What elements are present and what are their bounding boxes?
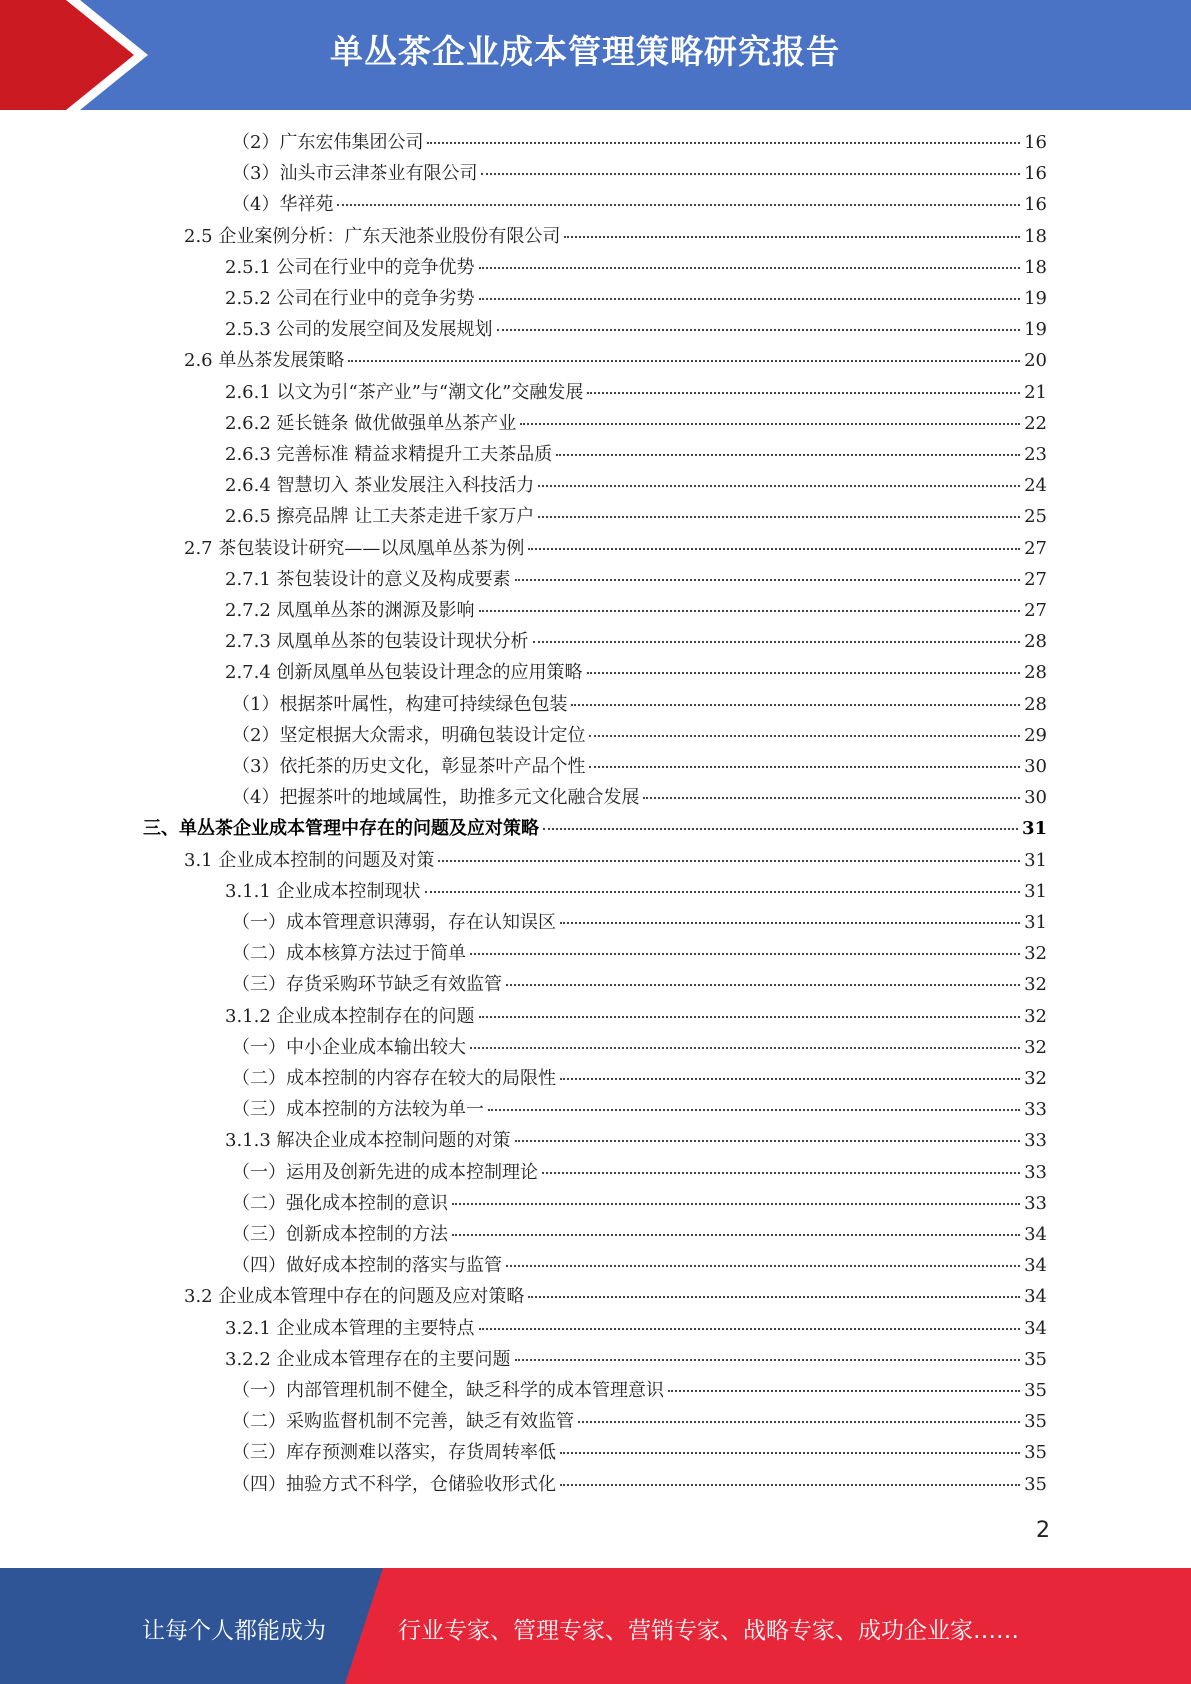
- toc-entry-page-number: 27: [1024, 568, 1047, 590]
- toc-entry-page-number: 24: [1024, 475, 1047, 497]
- toc-entry-title: （一）运用及创新先进的成本控制理论: [232, 1161, 538, 1183]
- toc-entry-page-number: 30: [1024, 756, 1047, 777]
- toc-entry[interactable]: [232, 1189, 1047, 1220]
- toc-dot-leader: [520, 423, 1020, 425]
- toc-dot-leader: [560, 1484, 1020, 1486]
- toc-entry-title: （2）坚定根据大众需求，明确包装设计定位: [232, 724, 586, 746]
- toc-entry[interactable]: [225, 253, 1047, 284]
- toc-dot-leader: [438, 860, 1020, 862]
- toc-entry-page-number: 18: [1024, 225, 1047, 247]
- toc-entry-page-number: 34: [1024, 1286, 1047, 1308]
- toc-entry-title: （四）做好成本控制的落实与监管: [232, 1255, 502, 1277]
- toc-dot-leader: [533, 641, 1021, 643]
- toc-entry[interactable]: [232, 908, 1047, 939]
- toc-entry-title: 2.6.5 擦亮品牌 让工夫茶走进千家万户: [225, 506, 535, 528]
- toc-dot-leader: [587, 672, 1021, 674]
- toc-dot-leader: [515, 579, 1021, 581]
- toc-entry[interactable]: [225, 471, 1047, 502]
- toc-entry-title: 3.2.1 企业成本管理的主要特点: [225, 1317, 475, 1339]
- toc-entry-title: 3.2 企业成本管理中存在的问题及应对策略: [184, 1286, 525, 1308]
- page-number: 2: [1036, 1518, 1050, 1543]
- toc-dot-leader: [538, 485, 1020, 487]
- toc-entry[interactable]: [232, 190, 1047, 221]
- toc-entry[interactable]: [184, 846, 1047, 877]
- toc-dot-leader: [479, 610, 1021, 612]
- toc-entry-page-number: 32: [1024, 943, 1047, 965]
- toc-dot-leader: [560, 1078, 1020, 1080]
- toc-entry[interactable]: [225, 378, 1047, 409]
- toc-entry[interactable]: [232, 1470, 1047, 1501]
- toc-entry-title: 三、单丛茶企业成本管理中存在的问题及应对策略: [143, 818, 539, 840]
- toc-entry[interactable]: [232, 1376, 1047, 1407]
- toc-entry-title: 2.6 单丛茶发展策略: [184, 350, 345, 372]
- toc-entry-title: （一）内部管理机制不健全，缺乏科学的成本管理意识: [232, 1380, 664, 1401]
- toc-dot-leader: [479, 298, 1021, 300]
- toc-entry[interactable]: [184, 222, 1047, 253]
- toc-dot-leader: [542, 1172, 1020, 1174]
- toc-entry-title: 3.1.1 企业成本控制现状: [225, 880, 421, 902]
- toc-entry-page-number: 22: [1024, 412, 1047, 434]
- toc-entry[interactable]: [225, 1002, 1047, 1033]
- toc-entry[interactable]: [225, 1345, 1047, 1376]
- toc-entry-title: （二）成本核算方法过于简单: [232, 943, 466, 965]
- toc-entry[interactable]: [232, 159, 1047, 190]
- toc-entry[interactable]: [225, 409, 1047, 440]
- toc-entry-page-number: 30: [1024, 787, 1047, 809]
- toc-entry-page-number: 32: [1024, 1005, 1047, 1027]
- toc-entry-page-number: 33: [1024, 1099, 1047, 1121]
- toc-entry[interactable]: [184, 534, 1047, 565]
- toc-dot-leader: [515, 1140, 1021, 1142]
- toc-entry[interactable]: [232, 1220, 1047, 1251]
- toc-entry-page-number: 19: [1024, 288, 1047, 309]
- page-header: [0, 0, 1191, 110]
- toc-entry-page-number: 19: [1024, 319, 1047, 341]
- toc-dot-leader: [543, 828, 1018, 830]
- toc-entry[interactable]: [184, 346, 1047, 377]
- toc-dot-leader: [589, 766, 1020, 768]
- toc-dot-leader: [337, 204, 1020, 206]
- toc-entry-title: （二）强化成本控制的意识: [232, 1192, 448, 1214]
- toc-dot-leader: [481, 173, 1020, 175]
- toc-entry-title: （一）成本管理意识薄弱，存在认知误区: [232, 912, 556, 933]
- toc-entry-page-number: 29: [1024, 724, 1047, 746]
- toc-entry-title: （四）抽验方式不科学，仓储验收形式化: [232, 1473, 556, 1495]
- toc-entry-title: 2.5 企业案例分析：广东天池茶业股份有限公司: [184, 225, 561, 247]
- toc-entry-title: 2.5.3 公司的发展空间及发展规划: [225, 319, 493, 341]
- toc-entry[interactable]: [232, 128, 1047, 159]
- toc-entry[interactable]: [232, 783, 1047, 814]
- toc-entry-title: 3.2.2 企业成本管理存在的主要问题: [225, 1348, 511, 1370]
- toc-dot-leader: [427, 142, 1020, 144]
- toc-entry[interactable]: [232, 1158, 1047, 1189]
- toc-entry-page-number: 31: [1021, 818, 1047, 840]
- toc-dot-leader: [488, 1109, 1020, 1111]
- toc-dot-leader: [479, 1328, 1021, 1330]
- toc-entry[interactable]: [232, 1438, 1047, 1469]
- toc-dot-leader: [470, 953, 1020, 955]
- toc-dot-leader: [578, 1421, 1020, 1423]
- toc-entry-title: 2.7.1 茶包装设计的意义及构成要素: [225, 568, 511, 590]
- toc-dot-leader: [506, 984, 1020, 986]
- toc-entry-page-number: 34: [1024, 1224, 1047, 1245]
- toc-entry-page-number: 32: [1024, 1068, 1047, 1089]
- toc-entry-title: （3）依托茶的历史文化，彰显茶叶产品个性: [232, 756, 586, 777]
- toc-entry[interactable]: [232, 752, 1047, 783]
- toc-entry[interactable]: [184, 1282, 1047, 1313]
- toc-dot-leader: [506, 1265, 1020, 1267]
- toc-entry-page-number: 28: [1024, 693, 1047, 715]
- toc-entry-page-number: 35: [1024, 1380, 1047, 1401]
- toc-entry-title: 2.6.4 智慧切入 茶业发展注入科技活力: [225, 475, 535, 497]
- toc-entry[interactable]: [225, 877, 1047, 908]
- toc-entry[interactable]: [225, 565, 1047, 596]
- toc-dot-leader: [348, 360, 1020, 362]
- toc-entry-title: （4）把握茶叶的地域属性，助推多元文化融合发展: [232, 787, 640, 809]
- toc-entry[interactable]: [232, 1407, 1047, 1438]
- footer-slogan-right: 行业专家、管理专家、营销专家、战略专家、成功企业家……: [398, 1618, 1019, 1644]
- toc-entry-page-number: 25: [1024, 506, 1047, 528]
- toc-entry[interactable]: [143, 814, 1047, 845]
- toc-dot-leader: [452, 1203, 1020, 1205]
- toc-entry[interactable]: [225, 315, 1047, 346]
- toc-entry-title: （4）华祥苑: [232, 194, 334, 216]
- chevron-red: [0, 0, 134, 110]
- toc-entry-title: （三）存货采购环节缺乏有效监管: [232, 974, 502, 996]
- toc-entry-page-number: 21: [1024, 381, 1047, 403]
- toc-entry-page-number: 31: [1024, 880, 1047, 902]
- toc-entry-title: 2.6.3 完善标准 精益求精提升工夫茶品质: [225, 444, 553, 465]
- toc-entry-page-number: 16: [1024, 132, 1047, 153]
- toc-entry-page-number: 31: [1024, 912, 1047, 933]
- toc-entry-page-number: 16: [1024, 194, 1047, 216]
- toc-entry-page-number: 27: [1024, 600, 1047, 621]
- toc-entry-title: 2.7 茶包装设计研究——以凤凰单丛茶为例: [184, 537, 525, 559]
- toc-entry-title: 3.1.2 企业成本控制存在的问题: [225, 1005, 475, 1027]
- toc-dot-leader: [589, 735, 1020, 737]
- toc-entry-page-number: 23: [1024, 444, 1047, 465]
- toc-dot-leader: [560, 1452, 1020, 1454]
- toc-entry-page-number: 35: [1024, 1442, 1047, 1464]
- toc-entry-title: 2.7.4 创新凤凰单丛包装设计理念的应用策略: [225, 662, 583, 684]
- toc-entry[interactable]: [225, 627, 1047, 658]
- toc-dot-leader: [564, 236, 1020, 238]
- footer-slogan-left: 让每个人都能成为: [142, 1618, 326, 1644]
- toc-entry[interactable]: [232, 690, 1047, 721]
- toc-entry-title: （3）汕头市云津茶业有限公司: [232, 163, 478, 185]
- toc-dot-leader: [587, 392, 1020, 394]
- toc-dot-leader: [425, 891, 1021, 893]
- toc-entry-page-number: 34: [1024, 1317, 1047, 1339]
- toc-entry[interactable]: [225, 440, 1047, 471]
- toc-entry-page-number: 32: [1024, 974, 1047, 996]
- toc-entry-page-number: 16: [1024, 163, 1047, 185]
- toc-dot-leader: [571, 704, 1020, 706]
- toc-entry-title: 2.5.2 公司在行业中的竞争劣势: [225, 288, 475, 309]
- toc-entry-page-number: 20: [1024, 350, 1047, 372]
- toc-dot-leader: [556, 454, 1020, 456]
- toc-entry[interactable]: [232, 1251, 1047, 1282]
- toc-dot-leader: [538, 516, 1020, 518]
- toc-entry-title: 2.5.1 公司在行业中的竞争优势: [225, 256, 475, 278]
- toc-entry-title: （二）采购监督机制不完善，缺乏有效监管: [232, 1411, 574, 1433]
- toc-entry[interactable]: [225, 502, 1047, 533]
- toc-entry-page-number: 35: [1024, 1411, 1047, 1433]
- toc-entry[interactable]: [232, 1095, 1047, 1126]
- toc-entry[interactable]: [225, 1126, 1047, 1157]
- toc-entry-page-number: 18: [1024, 256, 1047, 278]
- toc-entry-page-number: 35: [1024, 1348, 1047, 1370]
- toc-entry-page-number: 28: [1024, 631, 1047, 653]
- toc-entry-page-number: 34: [1024, 1255, 1047, 1277]
- toc-entry[interactable]: [232, 939, 1047, 970]
- toc-entry-title: 2.6.2 延长链条 做优做强单丛茶产业: [225, 412, 517, 434]
- page-footer: [0, 1568, 1191, 1684]
- toc-dot-leader: [528, 1296, 1020, 1298]
- toc-entry-page-number: 27: [1024, 537, 1047, 559]
- toc-entry-title: （2）广东宏伟集团公司: [232, 132, 424, 153]
- toc-entry-title: 3.1.3 解决企业成本控制问题的对策: [225, 1130, 511, 1152]
- toc-entry[interactable]: [225, 596, 1047, 627]
- toc-entry-title: 2.7.3 凤凰单丛茶的包装设计现状分析: [225, 631, 529, 653]
- report-title: 单丛茶企业成本管理策略研究报告: [330, 32, 840, 71]
- toc-entry-title: （1）根据茶叶属性，构建可持续绿色包装: [232, 693, 568, 715]
- toc-entry-title: （三）库存预测难以落实，存货周转率低: [232, 1442, 556, 1464]
- toc-dot-leader: [497, 329, 1021, 331]
- toc-entry-page-number: 32: [1024, 1036, 1047, 1058]
- toc-entry-title: （二）成本控制的内容存在较大的局限性: [232, 1068, 556, 1089]
- toc-entry[interactable]: [225, 284, 1047, 315]
- toc-dot-leader: [470, 1047, 1020, 1049]
- toc-entry-page-number: 35: [1024, 1473, 1047, 1495]
- toc-entry-title: （三）成本控制的方法较为单一: [232, 1099, 484, 1121]
- toc-entry-title: （三）创新成本控制的方法: [232, 1224, 448, 1245]
- toc-entry-title: （一）中小企业成本输出较大: [232, 1036, 466, 1058]
- toc-entry[interactable]: [232, 1033, 1047, 1064]
- toc-dot-leader: [560, 922, 1020, 924]
- toc-dot-leader: [528, 548, 1020, 550]
- toc-entry[interactable]: [232, 1064, 1047, 1095]
- toc-dot-leader: [643, 797, 1020, 799]
- toc-dot-leader: [479, 267, 1021, 269]
- toc-entry[interactable]: [232, 721, 1047, 752]
- toc-dot-leader: [515, 1359, 1021, 1361]
- toc-entry[interactable]: [225, 1314, 1047, 1345]
- toc-entry-page-number: 33: [1024, 1161, 1047, 1183]
- toc-entry-title: 2.6.1 以文为引“茶产业”与“潮文化”交融发展: [225, 381, 584, 403]
- toc-entry-title: 2.7.2 凤凰单丛茶的渊源及影响: [225, 600, 475, 621]
- toc-entry[interactable]: [232, 970, 1047, 1001]
- toc-entry-page-number: 33: [1024, 1192, 1047, 1214]
- toc-dot-leader: [479, 1016, 1021, 1018]
- toc-entry-title: 3.1 企业成本控制的问题及对策: [184, 849, 435, 871]
- toc-entry[interactable]: [225, 658, 1047, 689]
- toc-entry-page-number: 31: [1024, 849, 1047, 871]
- toc-entry-page-number: 28: [1024, 662, 1047, 684]
- toc-dot-leader: [668, 1390, 1020, 1392]
- toc-entry-page-number: 33: [1024, 1130, 1047, 1152]
- toc-dot-leader: [452, 1234, 1020, 1236]
